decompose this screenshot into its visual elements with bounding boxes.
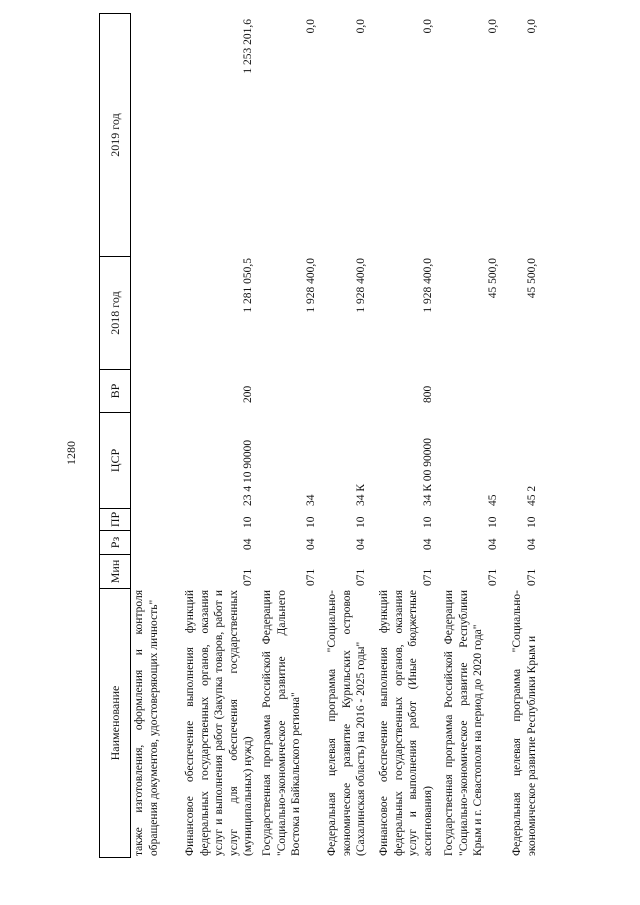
row-vr: 800 [422, 385, 434, 403]
header-min: Мин [100, 554, 130, 588]
row-csr: 45 [487, 494, 499, 506]
row-2019: 1 253 201,6 [242, 19, 254, 74]
page-number: 1280 [64, 441, 78, 465]
row-pr: 10 [355, 516, 367, 528]
row-rz: 04 [526, 538, 538, 550]
row-pr: 10 [526, 516, 538, 528]
row-2019: 0,0 [526, 19, 538, 34]
row-csr: 34 [305, 494, 317, 506]
header-vr: ВР [100, 369, 130, 412]
row-2018: 1 928 400,0 [422, 258, 434, 313]
header-pr: ПР [100, 508, 130, 530]
row-csr: 45 2 [526, 485, 538, 506]
row-name: Федеральная целевая программа "Социально-экономическое развитие Курильских островов (Сахалинская область) на 2016 - 2025 годы" [326, 590, 367, 856]
table-header [99, 13, 131, 858]
row-name: Финансовое обеспечение выполнения функций федеральных государственных органов, оказания услуг и выполнения работ (Иные бюджетные ассигнования) [378, 590, 434, 856]
row-pr: 10 [242, 516, 254, 528]
header-2018: 2018 год [100, 256, 130, 369]
header-rz: Рз [100, 530, 130, 554]
row-name: Финансовое обеспечение выполнения функций федеральных государственных органов, оказания услуг и выполнения работ (Закупка товаров, работ и услуг для обеспечения государственных (муниципальных) нужд) [184, 590, 254, 856]
row-rz: 04 [422, 538, 434, 550]
row-pr: 10 [422, 516, 434, 528]
row-csr: 23 4 10 90000 [242, 439, 254, 506]
row-csr: 34 К 00 90000 [422, 437, 434, 506]
row-rz: 04 [487, 538, 499, 550]
row-rz: 04 [355, 538, 367, 550]
header-csr: ЦСР [100, 412, 130, 508]
row-2019: 0,0 [487, 19, 499, 34]
row-2018: 45 500,0 [487, 258, 499, 299]
row-pr: 10 [487, 516, 499, 528]
row-2019: 0,0 [422, 19, 434, 34]
row-min: 071 [487, 568, 499, 586]
row-vr: 200 [242, 385, 254, 403]
row-2018: 45 500,0 [526, 258, 538, 299]
row-name: Государственная программа Российской Федерации "Социально-экономическое развитие Республики Крым и г. Севастополя на период до 2020 года" [443, 590, 484, 856]
row-2018: 1 281 050,5 [242, 258, 254, 313]
row-min: 071 [526, 568, 538, 586]
row-rz: 04 [305, 538, 317, 550]
row-2019: 0,0 [305, 19, 317, 34]
row-2019: 0,0 [355, 19, 367, 34]
row-min: 071 [422, 568, 434, 586]
row-2018: 1 928 400,0 [305, 258, 317, 313]
row-min: 071 [355, 568, 367, 586]
row-name: Федеральная целевая программа "Социально-экономическое развитие Республики Крым и [511, 590, 538, 856]
row-pr: 10 [305, 516, 317, 528]
row-csr: 34 К [355, 483, 367, 506]
row-name: Государственная программа Российской Федерации "Социально-экономическое развитие Дальнего Востока и Байкальского региона" [261, 590, 302, 856]
row-min: 071 [242, 568, 254, 586]
rotated-page [42, 0, 598, 905]
row-2018: 1 928 400,0 [355, 258, 367, 313]
row-min: 071 [305, 568, 317, 586]
header-2019: 2019 год [100, 13, 130, 256]
header-name: Наименование [100, 588, 130, 858]
row-rz: 04 [242, 538, 254, 550]
budget-table [99, 13, 595, 858]
row-name: также изготовления, оформления и контроля обращения документов, удостоверяющих личность" [133, 590, 160, 856]
